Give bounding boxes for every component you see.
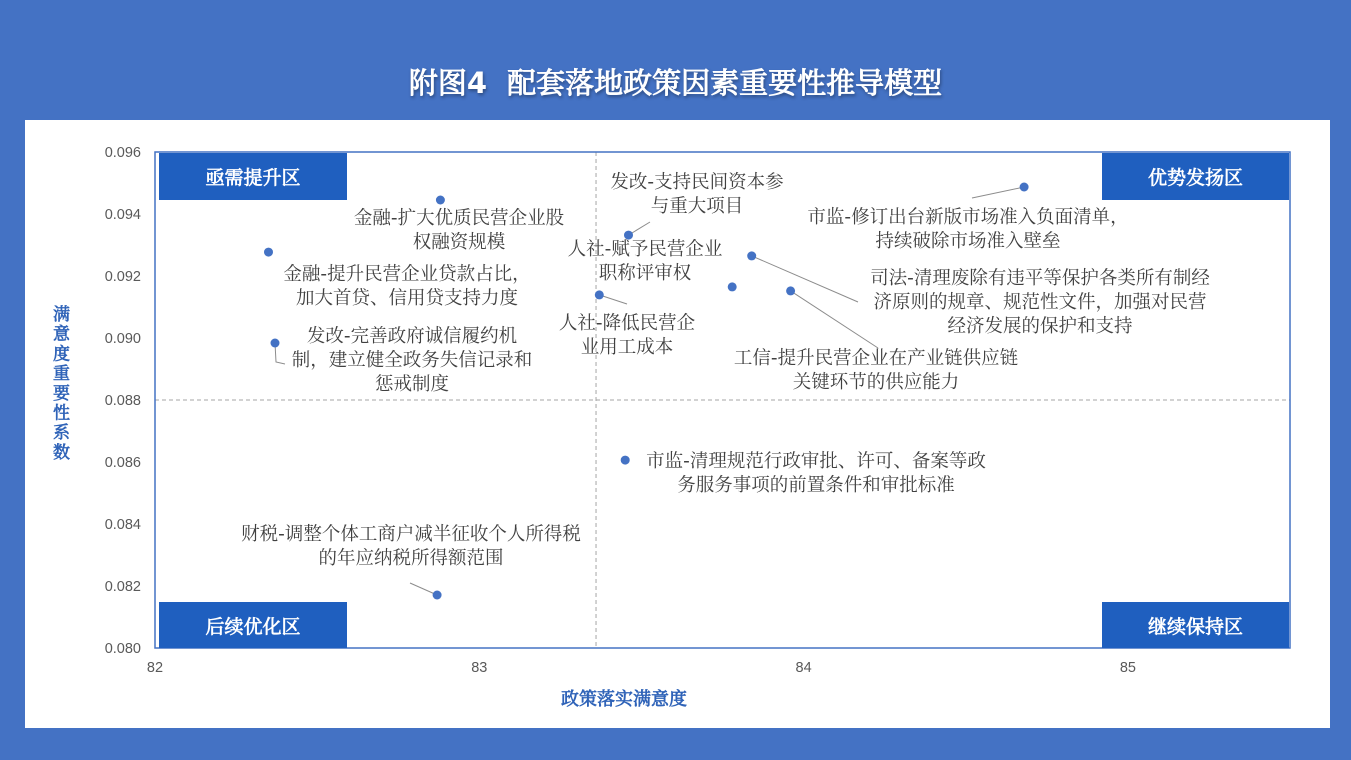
y-tick-label: 0.088 (104, 393, 141, 409)
y-tick-label: 0.092 (104, 269, 141, 285)
y-axis-title: 满意度重要性系数 (49, 305, 69, 463)
data-point-label: 发改-完善政府诚信履约机 制，建立健全政务失信记录和 惩戒制度 (291, 326, 533, 395)
data-point-label: 财税-调整个体工商户减半征收个人所得税 的年应纳税所得额范围 (241, 524, 581, 569)
quadrant-label-bottom-right: 继续保持区 (1102, 602, 1289, 648)
data-point-label: 市监-修订出台新版市场准入负面清单， 持续破除市场准入壁垒 (807, 207, 1129, 252)
data-point-label: 金融-提升民营企业贷款占比， 加大首贷、信用贷支持力度 (283, 264, 531, 309)
data-point-label: 人社-降低民营企 业用工成本 (558, 313, 696, 358)
y-tick-label: 0.094 (104, 207, 141, 223)
y-tick-label: 0.084 (104, 517, 141, 533)
x-tick-label: 85 (1119, 660, 1136, 676)
data-point-label: 金融-扩大优质民营企业股 权融资规模 (353, 208, 565, 253)
y-tick-label: 0.090 (104, 331, 141, 347)
x-tick-label: 82 (146, 660, 164, 676)
data-point-label: 发改-支持民间资本参 与重大项目 (610, 172, 784, 217)
y-tick-label: 0.086 (104, 455, 141, 471)
page-title: 附图4 配套落地政策因素重要性推导模型 (408, 66, 943, 100)
data-point-label: 司法-清理废除有违平等保护各类所有制经 济原则的规章、规范性文件，加强对民营 经济发展的保护和支持 (870, 268, 1210, 337)
quadrant-label-top-left: 亟需提升区 (159, 153, 347, 200)
y-tick-label: 0.082 (104, 579, 141, 595)
data-point-label: 人社-赋予民营企业 职称评审权 (567, 239, 723, 284)
quadrant-label-top-right: 优势发扬区 (1102, 153, 1289, 200)
y-tick-label: 0.080 (104, 641, 141, 657)
data-point-label: 市监-清理规范行政审批、许可、备案等政 务服务事项的前置条件和审批标准 (646, 451, 986, 496)
quadrant-label-bottom-left: 后续优化区 (159, 602, 347, 648)
x-tick-label: 83 (471, 660, 488, 676)
x-tick-label: 84 (795, 660, 812, 676)
x-axis-title: 政策落实满意度 (561, 689, 687, 710)
y-tick-label: 0.096 (104, 145, 141, 161)
data-point-label: 工信-提升民营企业在产业链供应链 关键环节的供应能力 (733, 348, 1019, 393)
